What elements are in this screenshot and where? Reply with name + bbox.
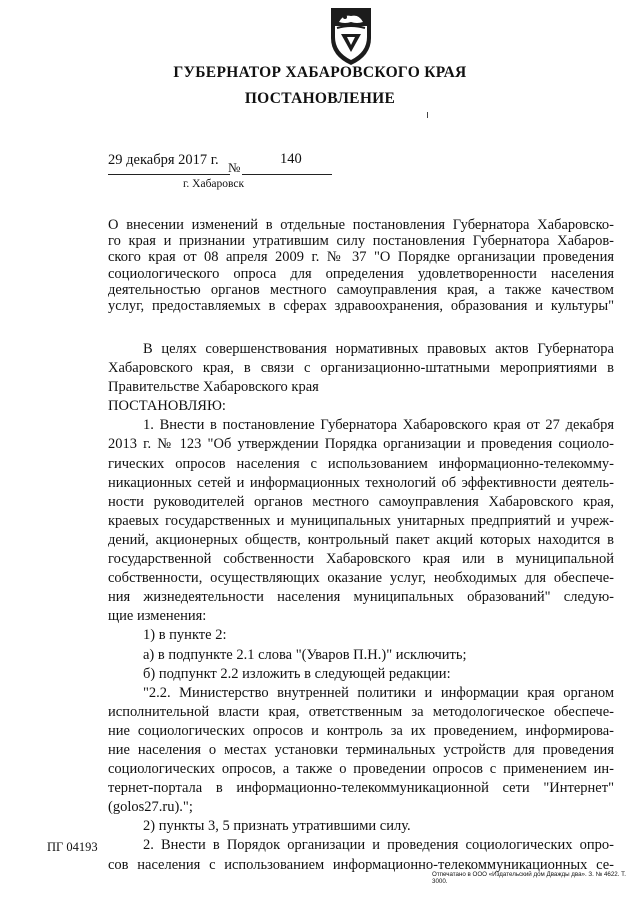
document-authority: ГУБЕРНАТОР ХАБАРОВСКОГО КРАЯ [173,64,467,81]
resolution-heading: ПОСТАНОВЛЯЮ: [108,398,226,415]
document-title [108,217,614,314]
stray-mark [427,112,428,118]
date-underline [108,174,230,175]
document-body [108,340,614,875]
printer-imprint: Отпечатано в ООО «Издательский дом Дважды два». З. № 4622. Т. 3000. [432,871,626,885]
body-line: собственности, осуществляющих оказание услуг, необходимых для обеспече- [108,570,614,587]
body-line: исполнительной власти края, ответственным за методологическое обеспече- [108,703,614,720]
title-line: го края и признании утратившим силу постановления Губернатора Хабаров- [108,233,614,250]
body-line: никационных сетей и информационных технологий об эффективности деятель- [108,474,614,491]
body-line: 2. Внести в Порядок организации и проведения социологических опро- [143,837,614,854]
body-line: 1. Внести в постановление Губернатора Хабаровского края от 27 декабря [143,417,614,434]
number-label: № [228,160,241,175]
body-line: ние населения о местах установки терминальных устройств для проведения [108,741,614,758]
title-line: социологического опроса для определения удовлетворенности населения [108,265,614,282]
body-line: "2.2. Министерство внутренней политики и информации края органом [143,684,614,701]
body-line: тернет-портала в информационно-телекоммуникационной сети "Интернет" [108,780,614,797]
body-line: В целях совершенствования нормативных правовых актов Губернатора [143,341,614,357]
document-type: ПОСТАНОВЛЕНИЕ [244,90,396,107]
title-line: О внесении изменений в отдельные постановления Губернатора Хабаровско- [108,217,614,233]
form-code: ПГ 04193 [47,840,98,854]
number-underline [242,174,332,175]
body-line: (golos27.ru)."; [108,799,193,816]
body-line: Правительстве Хабаровского края [108,379,319,396]
body-line: 2) пункты 3, 5 признать утратившими силу. [143,818,411,835]
body-line: гических опросов населения с использованием информационно-телекомму- [108,455,614,472]
document-number: 140 [280,151,302,167]
body-line: 1) в пункте 2: [143,627,227,644]
body-line: а) в подпункте 2.1 слова "(Уваров П.Н.)" исключить; [143,646,467,663]
body-line: государственной собственности Хабаровского края или в муниципальной [108,551,614,568]
coat-of-arms-icon [323,2,379,68]
body-line: б) подпункт 2.2 изложить в следующей редакции: [143,665,451,682]
body-line: сов населения с использованием информационно-телекоммуникационных се- [108,856,614,873]
body-line: 2013 г. № 123 "Об утверждении Порядка организации и проведения социоло- [108,436,614,453]
body-line: ности руководителей органов местного самоуправления Хабаровского края, [108,493,614,510]
body-line: краевых государственных и муниципальных унитарных предприятий и учреж- [108,512,614,529]
body-line: социологических опросов, а также о проведении опросов с применением ин- [108,761,614,778]
body-line: дений, акционерных обществ, контрольный пакет акций которых находится в [108,531,614,548]
document-date: 29 декабря 2017 г. [108,152,219,168]
body-line: ние социологических опросов и контроль за их проведением, информирова- [108,722,614,739]
title-line: деятельностью органов местного самоуправления края, а также качеством [108,281,614,298]
title-line: ского края от 08 апреля 2009 г. № 37 "О Порядке организации проведения [108,249,614,266]
body-line: Хабаровского края, в связи с организационно-штатными мероприятиями в [108,360,614,377]
body-line: щие изменения: [108,608,207,625]
document-city: г. Хабаровск [183,178,245,190]
title-line: услуг, предоставляемых в сферах здравоохранения, образования и культуры" [108,298,614,315]
body-line: ния жизнедеятельности населения муниципальных образований" следую- [108,589,614,606]
